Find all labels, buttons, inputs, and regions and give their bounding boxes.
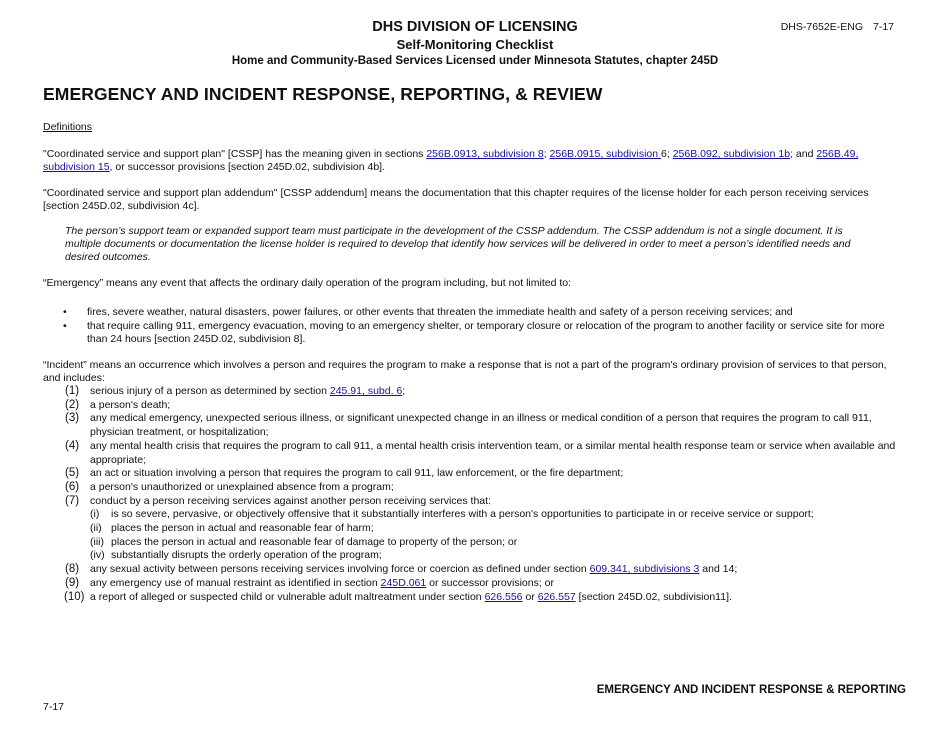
link-256b49[interactable]: 256B.49, subdivision 15 (43, 148, 859, 173)
item-text: any sexual activity between persons receiving services involving force or coercion as defined under section (90, 563, 590, 576)
subitem-text: is so severe, pervasive, or objectively offensive that it substantially interferes with a person's opportunities to participate in or receive service or support; (111, 508, 814, 521)
subitem-number: (iv) (90, 549, 105, 562)
emergency-definition: “Emergency” means any event that affects the ordinary daily operation of the program including, but not limited to: (43, 277, 572, 289)
subitem-number: (iii) (90, 535, 104, 548)
subitem-number: (ii) (90, 522, 102, 535)
incident-item (43, 399, 903, 413)
form-code (781, 21, 894, 33)
incident-item (43, 591, 903, 605)
definitions-label: Definitions (43, 121, 93, 133)
incident-item (43, 495, 903, 509)
link-256b0915[interactable]: 256B.0915, subdivision (549, 148, 662, 160)
cssp-text-1: "Coordinated service and support plan" [CSSP] has the meaning given in sections (43, 148, 427, 160)
item-number: (3) (65, 412, 80, 425)
incident-subitem (43, 536, 903, 550)
subitem-text: places the person in actual and reasonable fear of harm; (111, 522, 374, 535)
agency-heading: DHS DIVISION OF LICENSING (372, 19, 578, 35)
incident-item (43, 563, 903, 577)
incident-item (43, 577, 903, 591)
incident-item (43, 467, 903, 481)
cssp-text-5: , or successor provisions [section 245D.02, subdivision 4b]. (109, 161, 386, 173)
item-number: (8) (65, 563, 80, 576)
emergency-bullet-list (63, 306, 893, 347)
link-626-556[interactable]: 626.556 (484, 590, 523, 603)
item-text: conduct by a person receiving services against another person receiving services that: (90, 494, 491, 507)
item-number: (9) (65, 576, 80, 589)
link-256b0913[interactable]: 256B.0913, subdivision 8 (426, 148, 544, 160)
cssp-text-2: ; (543, 148, 550, 160)
incident-item (43, 440, 903, 467)
item-number: (1) (65, 385, 80, 397)
link-245d-061[interactable]: 245D.061 (380, 576, 427, 589)
subitem-text: substantially disrupts the orderly operation of the program; (111, 549, 382, 562)
form-date: 7-17 (872, 21, 894, 33)
subitem-text: places the person in actual and reasonable fear of damage to property of the person; or (111, 535, 518, 548)
item-number: (4) (65, 439, 80, 452)
page-title: EMERGENCY AND INCIDENT RESPONSE, REPORTING, & REVIEW (43, 84, 603, 104)
item-text: an act or situation involving a person that requires the program to call 911, law enforcement, or the fire department; (90, 467, 624, 480)
item-tail: or successor provisions; or (426, 576, 555, 589)
item-text: serious injury of a person as determined by section (90, 385, 330, 397)
cssp-definition (43, 148, 893, 174)
link-256b092[interactable]: 256B.092, subdivision 1b (672, 148, 791, 160)
incident-subitem (43, 508, 903, 522)
item-text: any emergency use of manual restraint as identified in section (90, 576, 381, 589)
incident-list (43, 385, 903, 604)
incident-subitem (43, 522, 903, 536)
emergency-bullet: • that require calling 911, emergency evacuation, moving to an emergency shelter, or temporary closure or relocation of the program to another facility or service site for more than 24 hours [section 245D.02, subdivision 8]. (63, 320, 893, 346)
emergency-bullet: • fires, severe weather, natural disasters, power failures, or other events that threaten the immediate health and safety of a person receiving services; and (63, 306, 893, 319)
incident-subitem (43, 549, 903, 563)
statute-heading: Home and Community-Based Services Licensed under Minnesota Statutes, chapter 245D (231, 55, 719, 67)
item-tail: ; (402, 385, 406, 397)
incident-definition: “Incident” means an occurrence which involves a person and requires the program to make a response that is not a part of the program's ordinary provision of services to that person, and includes: (43, 359, 887, 384)
cssp-text-3: 6; (661, 148, 673, 160)
item-text: any mental health crisis that requires the program to call 911, a mental health crisis intervention team, or a similar mental health response team or service when available and appropriate; (90, 439, 896, 466)
item-text: a person's death; (90, 398, 171, 411)
page-number: 7-17 (43, 701, 65, 713)
footer-section-title: EMERGENCY AND INCIDENT RESPONSE & REPORTING (596, 684, 906, 696)
link-245-91[interactable]: 245.91, subd. 6 (329, 385, 403, 397)
checklist-heading: Self-Monitoring Checklist (396, 37, 554, 52)
subitem-number: (i) (90, 508, 100, 521)
item-text: any medical emergency, unexpected serious illness, or significant unexpected change in an illness or medical condition of a person that requires the program to call 911, physician treatment, or hospitalization; (90, 412, 872, 439)
incident-item (43, 385, 903, 399)
incident-item (43, 481, 903, 495)
item-tail: and 14; (699, 563, 738, 576)
cssp-addendum-definition: "Coordinated service and support plan addendum" [CSSP addendum] means the documentation that this chapter requires of the license holder for each person receiving services [section 245D.02, subdivision 4c]. (43, 187, 869, 212)
item-number: (2) (65, 398, 80, 411)
item-number: (6) (65, 480, 80, 493)
incident-item (43, 412, 903, 439)
form-number: DHS-7652E-ENG (780, 21, 863, 33)
item-number: (7) (65, 494, 80, 507)
item-text: a person's unauthorized or unexplained absence from a program; (90, 480, 394, 493)
item-mid: or (522, 590, 538, 603)
link-626-557[interactable]: 626.557 (537, 590, 576, 603)
item-number: (10) (64, 590, 85, 603)
item-tail: [section 245D.02, subdivision11]. (575, 590, 732, 603)
item-number: (5) (65, 467, 80, 480)
item-text: a report of alleged or suspected child or vulnerable adult maltreatment under section (90, 590, 485, 603)
support-team-note: The person’s support team or expanded support team must participate in the development of the CSSP addendum. The CSSP addendum is not a single document. It is multiple documents or documentation the license holder is required to develop that identify how services will be delivered in order to meet a person’s identified needs and desired outcomes. (65, 225, 851, 263)
cssp-text-4: ; and (790, 148, 817, 160)
link-609-341[interactable]: 609.341, subdivisions 3 (589, 563, 700, 576)
